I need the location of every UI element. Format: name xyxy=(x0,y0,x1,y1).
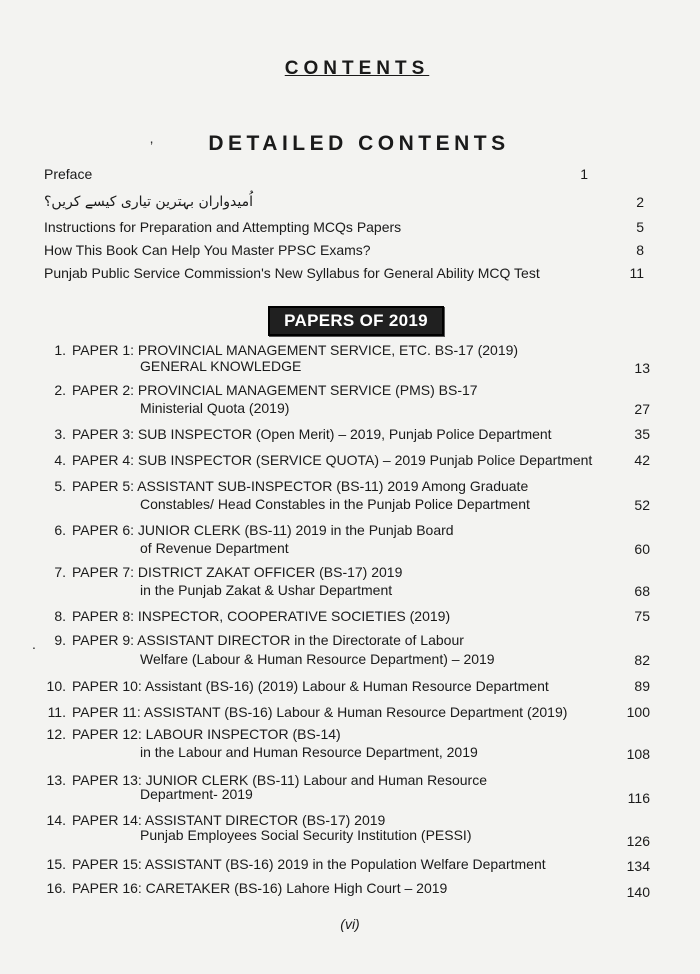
entry-title: PAPER 14: ASSISTANT DIRECTOR (BS-17) 2019 xyxy=(72,812,386,828)
entry-number: 3. xyxy=(54,426,66,442)
entry-page: 42 xyxy=(634,452,650,468)
entry-subtitle: Punjab Employees Social Security Institution (PESSI) xyxy=(140,827,472,843)
entry-title: PAPER 1: PROVINCIAL MANAGEMENT SERVICE, ETC. BS-17 (2019) xyxy=(72,342,519,358)
entry-page: 13 xyxy=(634,360,650,376)
entry-number: 8. xyxy=(54,608,66,624)
entry-number: 6. xyxy=(54,522,66,538)
entry-subtitle: Department- 2019 xyxy=(140,786,253,802)
stray-mark: ’ xyxy=(150,138,154,154)
entry-number: 5. xyxy=(54,478,66,494)
entry-title: PAPER 2: PROVINCIAL MANAGEMENT SERVICE (PMS) BS-17 xyxy=(72,382,478,398)
entry-title: PAPER 9: ASSISTANT DIRECTOR in the Directorate of Labour xyxy=(72,632,464,648)
entry-number: 7. xyxy=(54,564,66,580)
entry-subtitle: Constables/ Head Constables in the Punjab Police Department xyxy=(140,496,530,512)
entry-page: 27 xyxy=(634,401,650,417)
entry-title: PAPER 6: JUNIOR CLERK (BS-11) 2019 in the Punjab Board xyxy=(72,522,454,538)
entry-number: 12. xyxy=(46,726,66,742)
entry-subtitle: Ministerial Quota (2019) xyxy=(140,400,290,416)
entry-number: 11. xyxy=(47,704,66,720)
entry-page: 126 xyxy=(626,833,650,849)
section-banner: PAPERS OF 2019 xyxy=(268,306,444,336)
entry-page: 60 xyxy=(634,541,650,557)
entry-page: 100 xyxy=(626,704,650,720)
entry-number: 4. xyxy=(54,452,66,468)
entry-page: 52 xyxy=(634,497,650,513)
entry-number: 1. xyxy=(54,342,66,358)
entry-page: 89 xyxy=(634,678,650,694)
front-matter-page: 2 xyxy=(636,194,644,210)
front-matter-page: 11 xyxy=(629,265,644,281)
page-number-footer: (vi) xyxy=(340,916,360,932)
front-matter-page: 5 xyxy=(636,219,644,235)
entry-number: 9. xyxy=(54,632,66,648)
entry-title: PAPER 5: ASSISTANT SUB-INSPECTOR (BS-11) 2019 Among Graduate xyxy=(72,478,529,494)
entry-number: 14. xyxy=(46,812,66,828)
front-matter-page: 1 xyxy=(580,166,588,182)
front-matter-label: Instructions for Preparation and Attempting MCQs Papers xyxy=(44,219,402,235)
entry-title: PAPER 13: JUNIOR CLERK (BS-11) Labour and Human Resource xyxy=(72,772,487,788)
entry-subtitle: in the Labour and Human Resource Department, 2019 xyxy=(140,744,478,760)
entry-title: PAPER 16: CARETAKER (BS-16) Lahore High Court – 2019 xyxy=(72,880,448,896)
contents-heading: CONTENTS xyxy=(284,58,430,79)
entry-number: 10. xyxy=(46,678,66,694)
entry-page: 82 xyxy=(634,652,650,668)
entry-title: PAPER 4: SUB INSPECTOR (SERVICE QUOTA) – 2019 Punjab Police Department xyxy=(72,452,593,468)
entry-number: 15. xyxy=(46,856,66,872)
stray-mark: . xyxy=(32,636,36,652)
entry-page: 75 xyxy=(634,608,650,624)
entry-subtitle: Welfare (Labour & Human Resource Department) – 2019 xyxy=(140,651,495,667)
front-matter-page: 8 xyxy=(636,242,644,258)
entry-page: 140 xyxy=(626,884,650,900)
entry-title: PAPER 15: ASSISTANT (BS-16) 2019 in the Population Welfare Department xyxy=(72,856,546,872)
entry-title: PAPER 3: SUB INSPECTOR (Open Merit) – 2019, Punjab Police Department xyxy=(72,426,552,442)
entry-subtitle: in the Punjab Zakat & Ushar Department xyxy=(140,582,393,598)
entry-page: 108 xyxy=(626,746,650,762)
entry-number: 16. xyxy=(46,880,66,896)
entry-page: 68 xyxy=(634,583,650,599)
entry-subtitle: GENERAL KNOWLEDGE xyxy=(140,358,302,374)
entry-number: 2. xyxy=(54,382,66,398)
entry-page: 116 xyxy=(627,790,650,806)
entry-page: 35 xyxy=(634,426,650,442)
front-matter-label: Preface xyxy=(44,166,93,182)
entry-subtitle: of Revenue Department xyxy=(140,540,289,556)
entry-title: PAPER 7: DISTRICT ZAKAT OFFICER (BS-17) 2019 xyxy=(72,564,403,580)
entry-title: PAPER 8: INSPECTOR, COOPERATIVE SOCIETIES (2019) xyxy=(72,608,451,624)
front-matter-label: اُمیدواران بہترین تیاری کیسے کریں؟ xyxy=(44,194,254,210)
entry-title: PAPER 10: Assistant (BS-16) (2019) Labour & Human Resource Department xyxy=(72,678,549,694)
front-matter-label: Punjab Public Service Commission's New Syllabus for General Ability MCQ Test xyxy=(44,265,540,281)
entry-title: PAPER 12: LABOUR INSPECTOR (BS-14) xyxy=(72,726,341,742)
entry-number: 13. xyxy=(46,772,66,788)
detailed-contents-heading: DETAILED CONTENTS xyxy=(208,132,510,155)
entry-title: PAPER 11: ASSISTANT (BS-16) Labour & Human Resource Department (2019) xyxy=(72,704,568,720)
entry-page: 134 xyxy=(626,858,650,874)
front-matter-label: How This Book Can Help You Master PPSC Exams? xyxy=(44,242,371,258)
